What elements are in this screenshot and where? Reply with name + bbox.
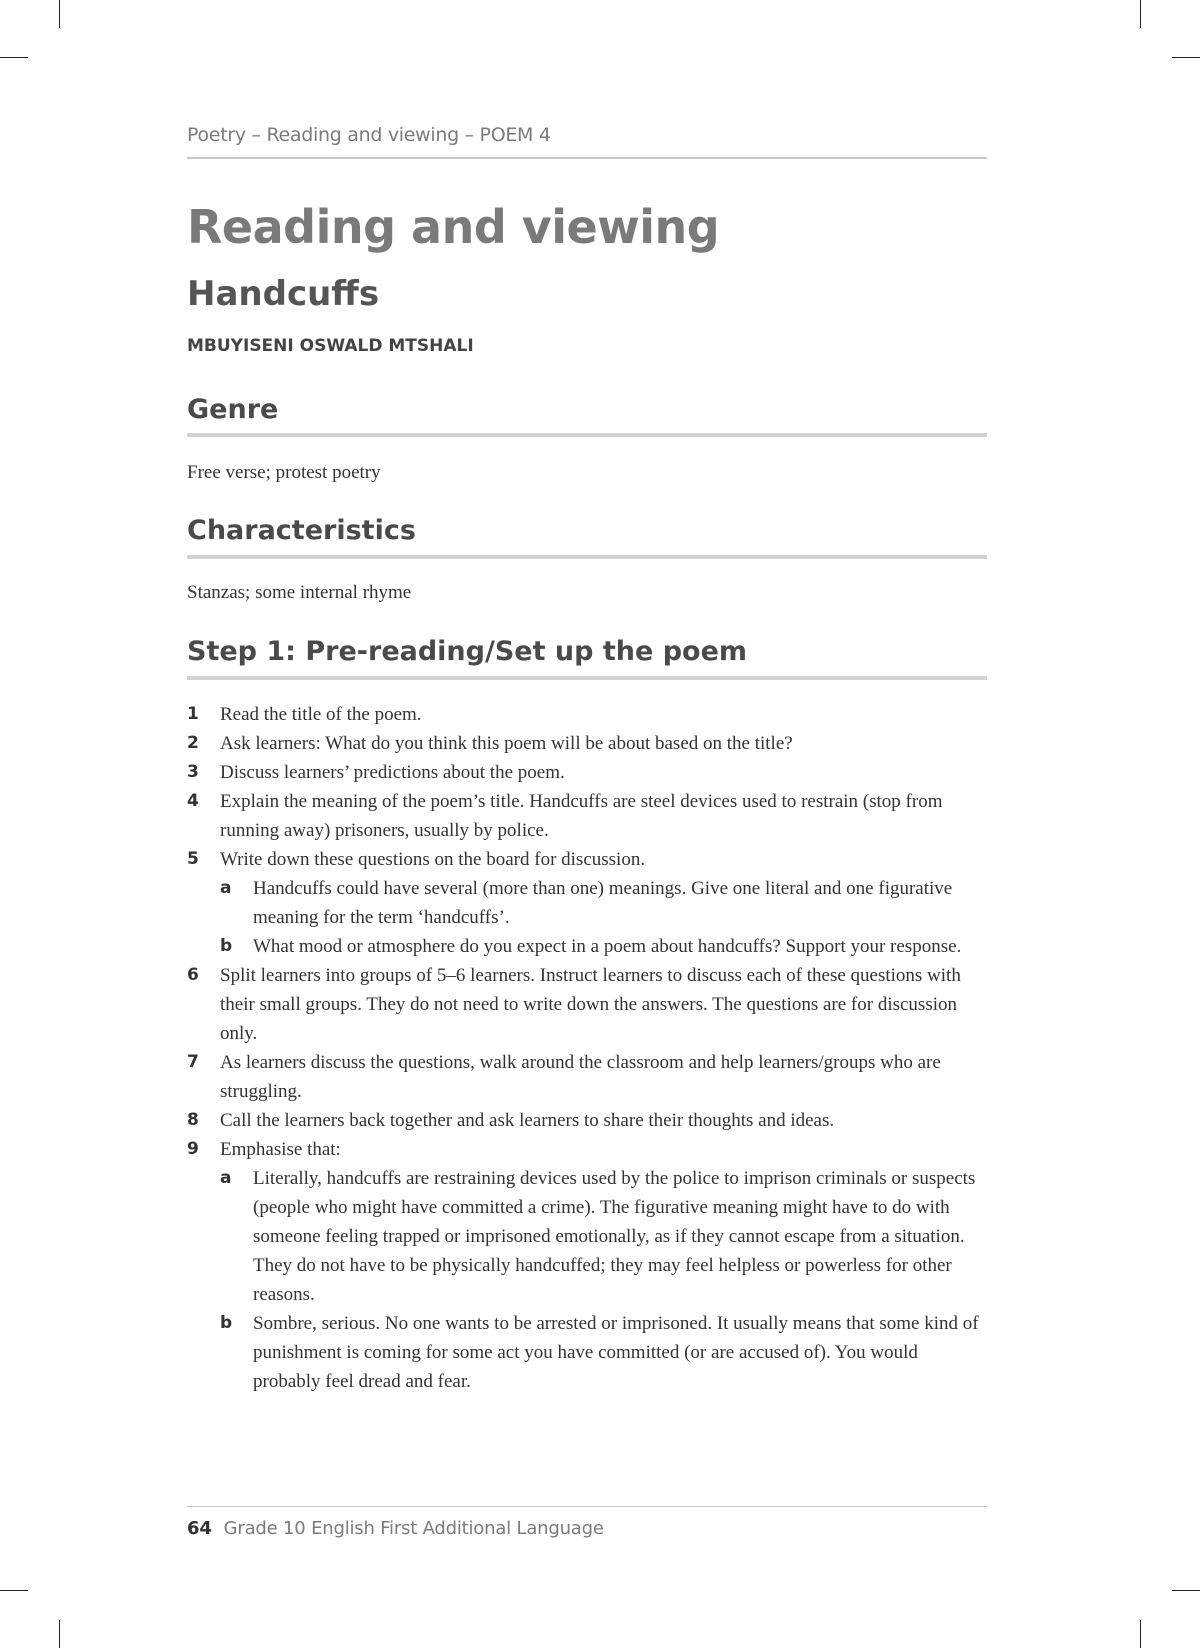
sub-item-text: Literally, handcuffs are restraining devices used by the police to imprison criminals or suspects (people who might have committed a crime). The figurative meaning might have to do with someone feeling trapped or imprisoned emotionally, as if they cannot escape from a situation. They do not have to be physically handcuffed; they may feel helpless or powerless for other reasons. (253, 1168, 976, 1305)
poem-title: Handcuffs (187, 274, 380, 314)
sub-item-letter: a (220, 878, 232, 898)
crop-mark (0, 1590, 28, 1591)
sub-list-item (220, 932, 987, 961)
item-number: 3 (187, 762, 199, 782)
list-item (187, 845, 987, 874)
sub-item-letter: b (220, 1313, 233, 1333)
crop-mark (59, 1620, 60, 1648)
item-text: As learners discuss the questions, walk around the classroom and help learners/groups who are struggling. (220, 1052, 941, 1102)
list-item (187, 700, 987, 729)
characteristics-text: Stanzas; some internal rhyme (187, 582, 412, 603)
item-number: 2 (187, 733, 199, 753)
section-rule (187, 676, 987, 680)
item-number: 6 (187, 965, 199, 985)
section-rule (187, 555, 987, 559)
list-item (187, 729, 987, 758)
page-title: Reading and viewing (187, 200, 720, 254)
list-item (187, 1106, 987, 1135)
sub-item-letter: b (220, 936, 233, 956)
step-list (187, 700, 987, 1396)
item-text: Ask learners: What do you think this poem will be about based on the title? (220, 733, 793, 754)
page-number: 64 (187, 1518, 212, 1539)
sub-list-item (220, 874, 987, 932)
sub-list-item (220, 1309, 987, 1396)
step1-heading: Step 1: Pre-reading/Set up the poem (187, 636, 748, 667)
sub-item-text: Sombre, serious. No one wants to be arrested or imprisoned. It usually means that some kind of punishment is coming for some act you have committed (or are accused of). You would probably feel dread and fear. (253, 1313, 979, 1392)
crop-mark (1140, 1620, 1141, 1648)
item-number: 7 (187, 1052, 199, 1072)
crop-mark (1172, 1590, 1200, 1591)
list-item (187, 758, 987, 787)
footer (187, 1518, 604, 1539)
sub-item-text: What mood or atmosphere do you expect in a poem about handcuffs? Support your response. (253, 936, 962, 957)
genre-text: Free verse; protest poetry (187, 462, 381, 483)
sub-item-text: Handcuffs could have several (more than one) meanings. Give one literal and one figurative meaning for the term ‘handcuffs’. (253, 878, 953, 928)
item-number: 8 (187, 1110, 199, 1130)
item-text: Call the learners back together and ask learners to share their thoughts and ideas. (220, 1110, 835, 1131)
crop-mark (1140, 0, 1141, 28)
item-text: Emphasise that: (220, 1139, 341, 1160)
item-number: 9 (187, 1139, 199, 1159)
crop-mark (1172, 57, 1200, 58)
list-item (187, 1048, 987, 1106)
sub-list-item (220, 1164, 987, 1309)
item-number: 5 (187, 849, 199, 869)
sub-item-letter: a (220, 1168, 232, 1188)
footer-rule (187, 1506, 987, 1507)
section-rule (187, 433, 987, 437)
item-number: 4 (187, 791, 199, 811)
item-text: Read the title of the poem. (220, 704, 422, 725)
crop-mark (59, 0, 60, 28)
poem-author: MBUYISENI OSWALD MTSHALI (187, 336, 474, 356)
item-text: Split learners into groups of 5–6 learners. Instruct learners to discuss each of these questions with their small groups. They do not need to write down the answers. The questions are for discussion only. (220, 965, 961, 1044)
header-rule (187, 157, 987, 159)
crop-mark (0, 57, 28, 58)
genre-heading: Genre (187, 394, 279, 425)
item-text: Write down these questions on the board for discussion. (220, 849, 646, 870)
running-head: Poetry – Reading and viewing – POEM 4 (187, 124, 551, 146)
characteristics-heading: Characteristics (187, 515, 416, 546)
list-item (187, 1135, 987, 1164)
list-item (187, 787, 987, 845)
item-text: Discuss learners’ predictions about the poem. (220, 762, 565, 783)
item-number: 1 (187, 704, 199, 724)
item-text: Explain the meaning of the poem’s title. Handcuffs are steel devices used to restrain (stop from running away) prisoners, usually by police. (220, 791, 943, 841)
book-title: Grade 10 English First Additional Language (223, 1518, 604, 1539)
list-item (187, 961, 987, 1048)
